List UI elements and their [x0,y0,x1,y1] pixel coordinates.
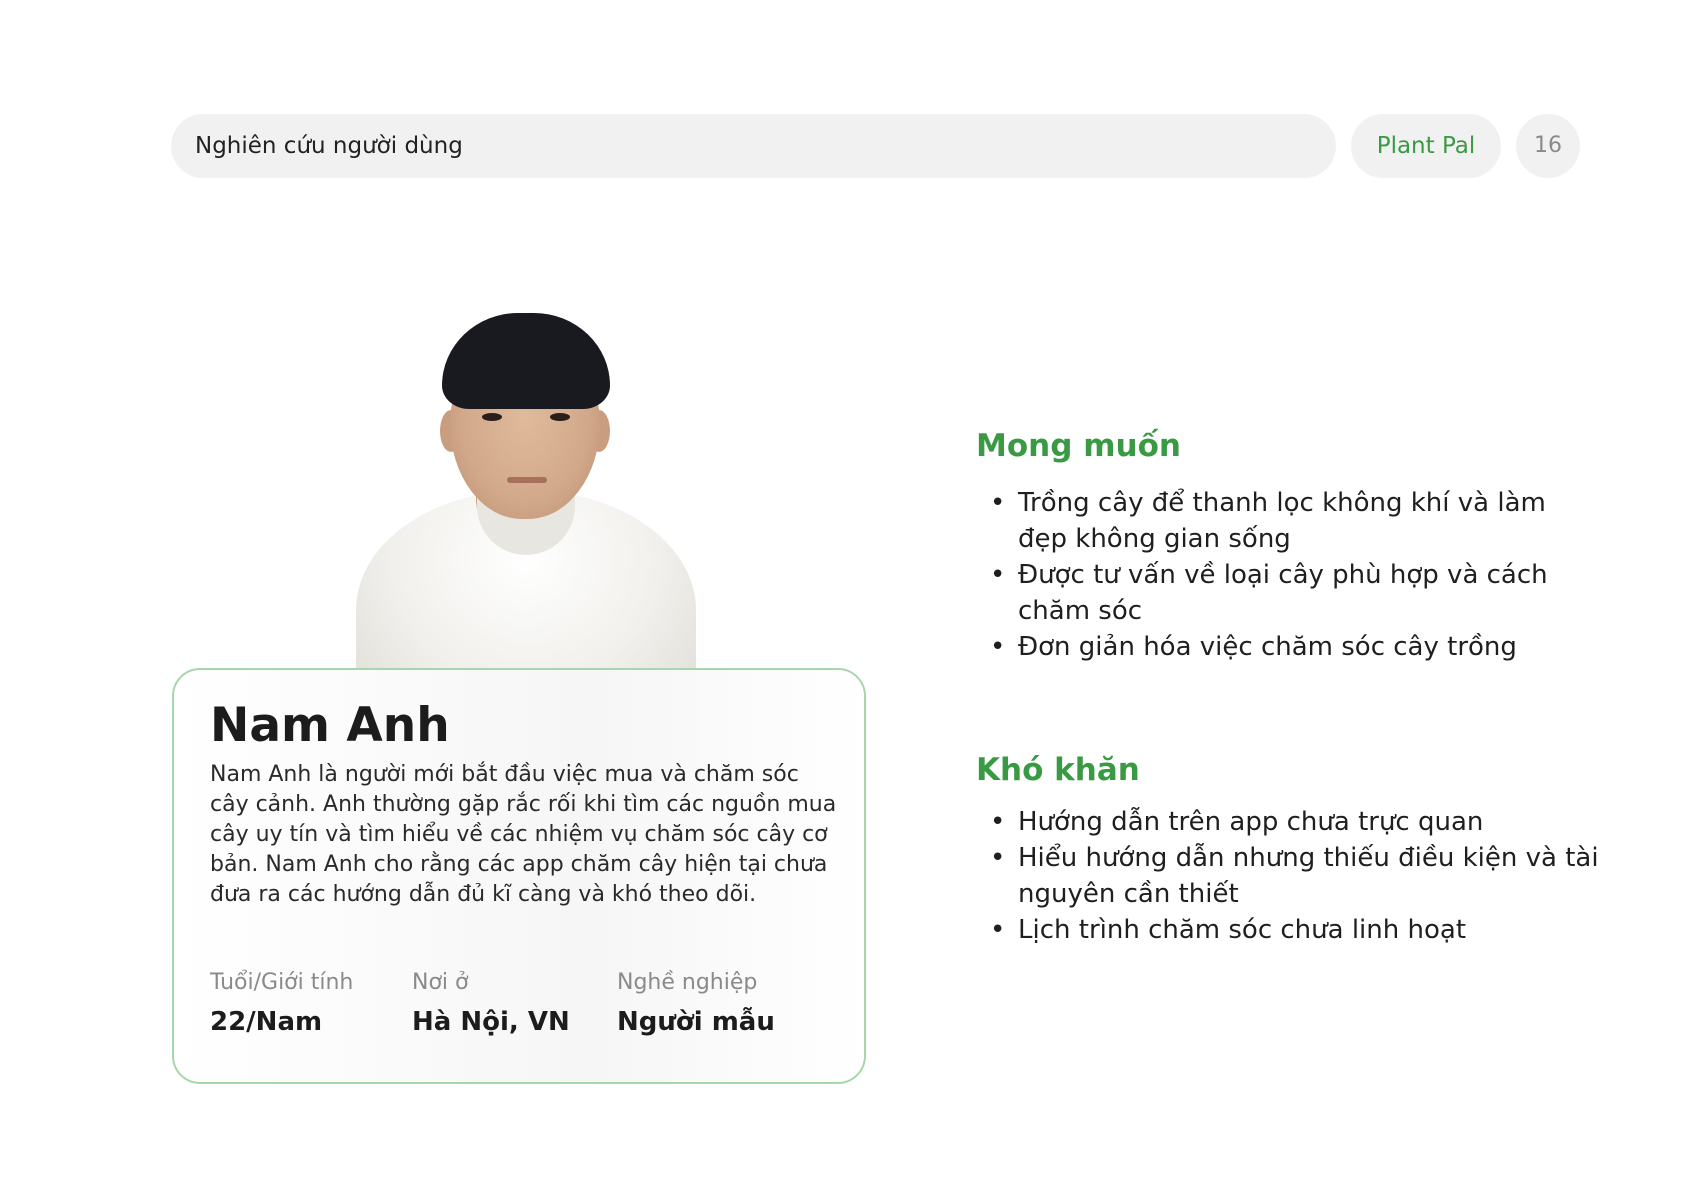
stat-age-gender [210,970,353,1037]
list-item: • Đơn giản hóa việc chăm sóc cây trồng [990,629,1600,665]
goals-list [990,485,1600,665]
list-item: • Hướng dẫn trên app chưa trực quan [990,804,1600,840]
persona-name: Nam Anh [210,698,450,753]
mouth-shape [507,477,547,483]
stat-value: 22/Nam [210,1007,323,1037]
pain-points-list [990,804,1600,948]
eye-shape [482,413,502,421]
pain-points-title: Khó khăn [976,752,1140,788]
list-item: • Hiểu hướng dẫn nhưng thiếu điều kiện và tài nguyên cần thiết [990,840,1600,912]
list-item: • Lịch trình chăm sóc chưa linh hoạt [990,912,1600,948]
persona-photo [352,305,702,669]
stat-occupation [617,970,775,1037]
section-header-bar [171,114,1336,178]
stat-value: Hà Nội, VN [412,1007,570,1037]
persona-description: Nam Anh là người mới bắt đầu việc mua và chăm sóc cây cảnh. Anh thường gặp rắc rối khi tìm các nguồn mua cây uy tín và tìm hiểu về các nhiệm vụ chăm sóc cây cơ bản. Nam Anh cho rằng các app chăm cây hiện tại chưa đưa ra các hướng dẫn đủ kĩ càng và khó theo dõi. [210,762,837,907]
stat-label: Nghề nghiệp [617,970,758,995]
stat-value: Người mẫu [617,1007,775,1037]
page-number: 16 [1516,114,1580,178]
persona-card [172,668,866,1084]
section-title: Nghiên cứu người dùng [195,133,463,159]
hair-shape [442,313,610,409]
list-item: • Được tư vấn về loại cây phù hợp và cách chăm sóc [990,557,1600,629]
stat-location [412,970,570,1037]
list-item: • Trồng cây để thanh lọc không khí và làm đẹp không gian sống [990,485,1600,557]
stat-label: Tuổi/Giới tính [210,970,354,995]
eye-shape [550,413,570,421]
goals-title: Mong muốn [976,428,1181,464]
stat-label: Nơi ở [412,970,469,995]
brand-label: Plant Pal [1351,114,1501,178]
